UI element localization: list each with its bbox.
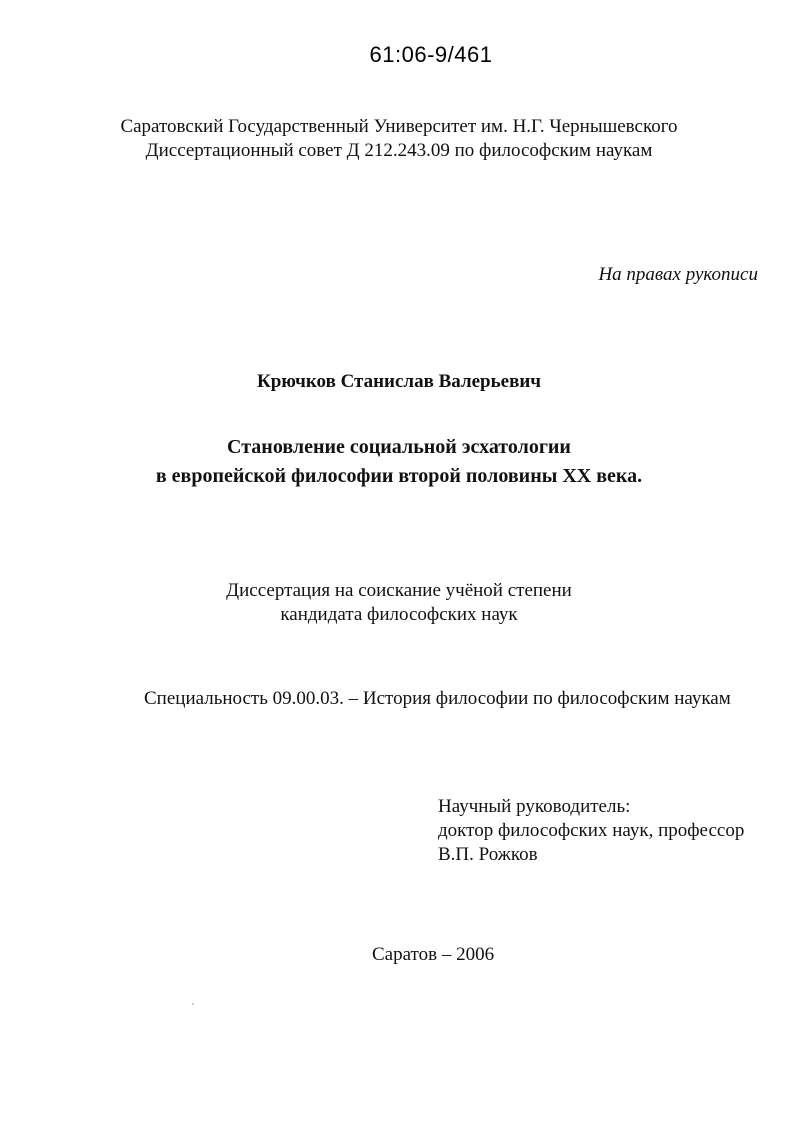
archive-code: 61:06-9/461	[369, 42, 493, 67]
supervisor-name: В.П. Рожков	[438, 844, 538, 865]
dissertation-title-line-1: Становление социальной эсхатологии	[227, 436, 571, 458]
author-name: Крючков Станислав Валерьевич	[256, 371, 542, 392]
supervisor-label: Научный руководитель:	[438, 796, 631, 817]
speciality: Специальность 09.00.03. – История философии по философским наукам	[144, 688, 731, 709]
institution-name: Саратовский Государственный Университет им. Н.Г. Чернышевского	[120, 116, 678, 137]
dissertation-title-line-2: в европейской философии второй половины XX века.	[155, 465, 643, 487]
rights-note: На правах рукописи	[598, 264, 758, 285]
supervisor-credentials: доктор философских наук, профессор	[438, 820, 745, 841]
city-year: Саратов – 2006	[372, 944, 495, 965]
degree-line-2: кандидата философских наук	[280, 604, 518, 625]
degree-line-1: Диссертация на соискание учёной степени	[226, 580, 572, 601]
dissertation-council: Диссертационный совет Д 212.243.09 по философским наукам	[145, 140, 653, 161]
scan-speck	[192, 1003, 194, 1005]
